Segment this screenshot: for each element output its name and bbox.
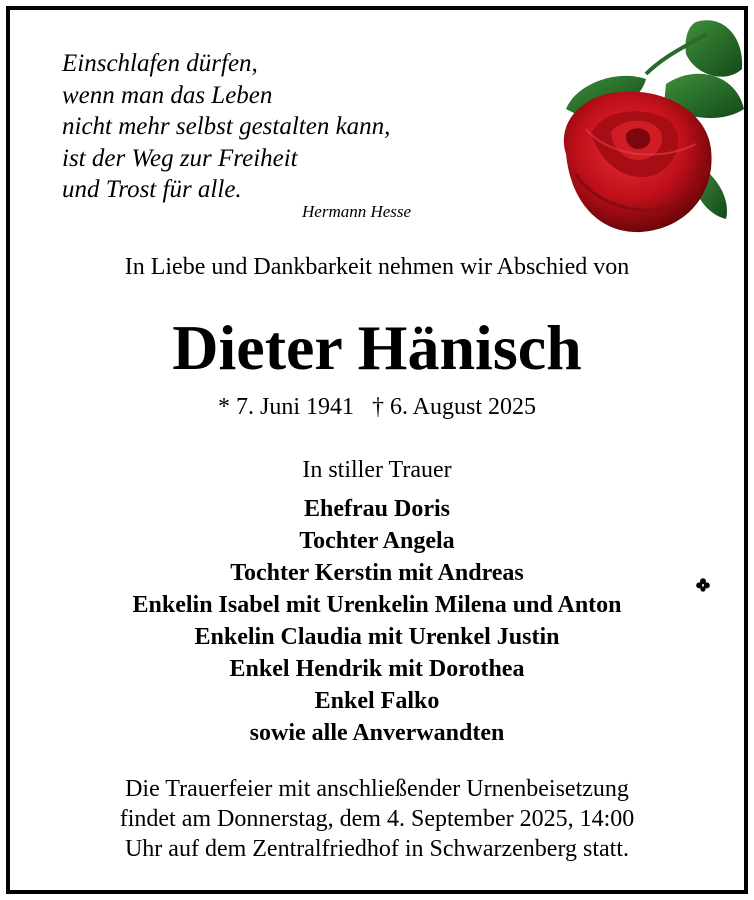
family-member: Enkel Hendrik mit Dorothea	[229, 656, 525, 682]
clover-icon	[696, 578, 710, 592]
family-list	[10, 493, 744, 749]
intro-text: In Liebe und Dankbarkeit nehmen wir Abschied von	[124, 254, 630, 280]
life-dates: * 7. Juni 1941 † 6. August 2025	[217, 394, 537, 420]
family-member: Enkelin Claudia mit Urenkel Justin	[194, 624, 560, 650]
family-member: sowie alle Anverwandten	[249, 720, 505, 746]
family-member: Enkel Falko	[314, 688, 440, 714]
mourning-label: In stiller Trauer	[302, 457, 452, 483]
poem	[62, 48, 390, 206]
poem-line: Einschlafen dürfen,	[62, 50, 258, 77]
poem-line: nicht mehr selbst gestalten kann,	[62, 113, 391, 140]
ceremony-line: findet am Donnerstag, dem 4. September 2025, 14:00	[119, 806, 635, 832]
poem-line: und Trost für alle.	[62, 176, 242, 203]
deceased-name: Dieter Hänisch	[172, 312, 582, 383]
poem-line: wenn man das Leben	[62, 81, 273, 109]
obituary-frame	[6, 6, 748, 894]
ceremony-info	[10, 774, 744, 864]
family-member: Enkelin Isabel mit Urenkelin Milena und Anton	[132, 592, 622, 618]
ceremony-line: Uhr auf dem Zentralfriedhof in Schwarzenberg statt.	[124, 836, 630, 862]
poem-author: Hermann Hesse	[302, 202, 412, 221]
rose-image	[546, 14, 746, 246]
family-member: Ehefrau Doris	[304, 496, 450, 522]
poem-line: ist der Weg zur Freiheit	[62, 144, 298, 172]
family-member: Tochter Angela	[299, 528, 455, 554]
family-member: Tochter Kerstin mit Andreas	[230, 560, 524, 586]
ceremony-line: Die Trauerfeier mit anschließender Urnenbeisetzung	[125, 776, 629, 802]
